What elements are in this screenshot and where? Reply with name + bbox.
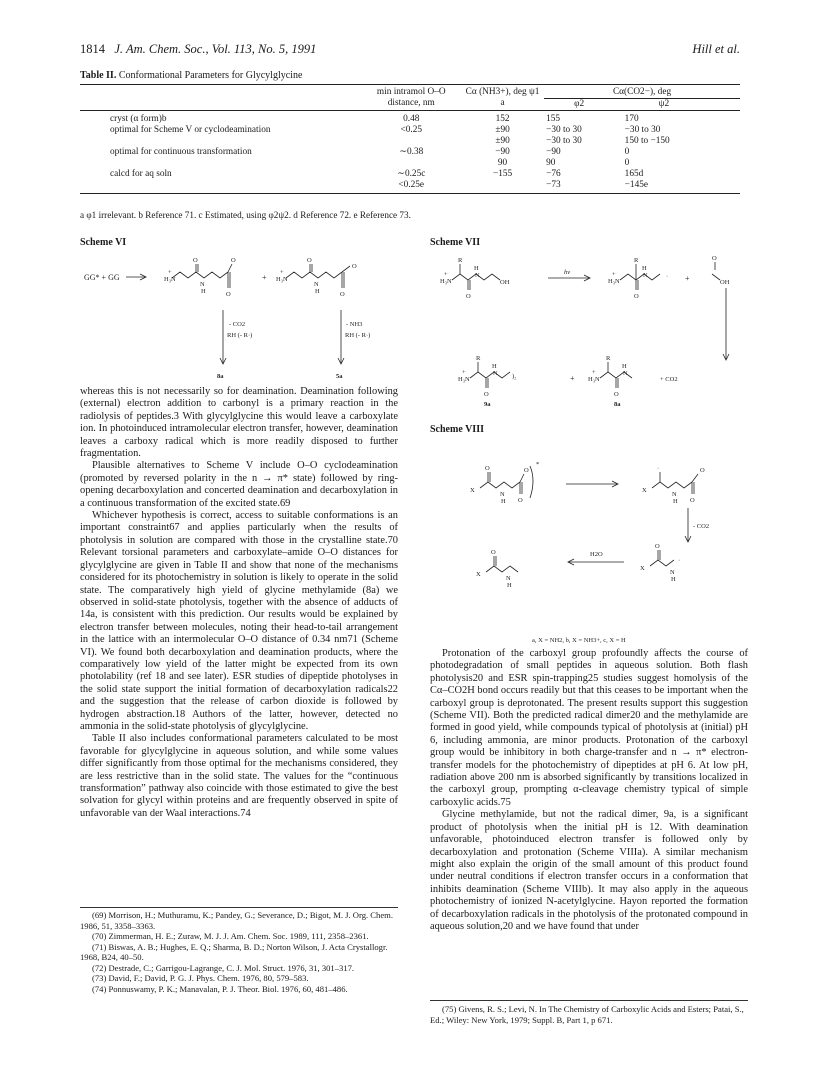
reference: (73) David, F.; David, P. G. J. Phys. Chem. 1976, 80, 579–583. bbox=[92, 973, 309, 983]
scheme-viii-legend: a, X = NH2, b, X = NH3+, c, X = H bbox=[532, 637, 626, 644]
svg-text:R: R bbox=[606, 355, 611, 362]
svg-text:H2O: H2O bbox=[590, 551, 603, 558]
authors: Hill et al. bbox=[692, 42, 740, 56]
right-column bbox=[430, 648, 748, 933]
svg-text:X: X bbox=[640, 565, 645, 572]
col-header-nh3: Cα (NH3+), deg ψ1 a bbox=[465, 87, 540, 108]
table-row: <0.25e −73 −145e bbox=[80, 180, 740, 194]
col-header-co2: Cα(CO2−), deg bbox=[544, 85, 740, 99]
reference: (71) Biswas, A. B.; Hughes, E. Q.; Sharma, B. D.; Norton Wilson, J. Acta Crystallogr. 1968, B24, 40–50. bbox=[80, 941, 388, 962]
svg-text:H: H bbox=[315, 288, 320, 295]
paragraph: Plausible alternatives to Scheme V include O–O cyclodeamination (promoted by reversed polarity in the n → π* state) followed by ring-opening decarboxylation and concerted deamination and decarboxylation in a continuous transformation of the excited state.69 bbox=[80, 460, 398, 509]
svg-text:·: · bbox=[678, 557, 681, 564]
svg-text:*: * bbox=[536, 461, 540, 468]
svg-text:O: O bbox=[352, 263, 357, 270]
svg-text:H: H bbox=[474, 265, 479, 272]
svg-text:+: + bbox=[168, 269, 172, 276]
svg-text:H₃N: H₃N bbox=[440, 278, 452, 285]
scheme-viii-figure bbox=[430, 432, 750, 647]
scheme-vii-figure bbox=[430, 248, 750, 423]
page-number: 1814 J. Am. Chem. Soc., Vol. 113, No. 5, 1991 bbox=[80, 42, 317, 56]
footnote-rule-left bbox=[80, 907, 398, 908]
footnote-rule-right bbox=[430, 1000, 748, 1001]
product-8a-vii: 8a bbox=[614, 401, 621, 408]
conformational-table bbox=[80, 84, 740, 194]
svg-text:X: X bbox=[476, 571, 481, 578]
col-header-phi2: φ2 bbox=[574, 99, 585, 109]
svg-text:+: + bbox=[262, 273, 267, 282]
svg-text:+: + bbox=[592, 369, 596, 376]
svg-text:O: O bbox=[231, 257, 236, 264]
svg-text:O: O bbox=[484, 391, 489, 398]
svg-text:O: O bbox=[655, 543, 660, 550]
svg-text:O: O bbox=[700, 467, 705, 474]
svg-text:H: H bbox=[642, 265, 647, 272]
svg-text:H: H bbox=[507, 582, 512, 589]
table-title: Conformational Parameters for Glycylglycine bbox=[118, 70, 303, 81]
reference: (70) Zimmerman, H. E.; Zuraw, M. J. J. Am. Chem. Soc. 1989, 111, 2358–2361. bbox=[92, 931, 369, 941]
svg-text:O: O bbox=[690, 497, 695, 504]
reference: (72) Destrade, C.; Garrigou-Lagrange, C. J. Mol. Struct. 1976, 31, 301–317. bbox=[92, 962, 355, 973]
svg-text:H: H bbox=[671, 576, 676, 583]
svg-text:N: N bbox=[500, 491, 505, 498]
svg-text:+: + bbox=[685, 274, 690, 283]
svg-text:H: H bbox=[492, 363, 497, 370]
paragraph: Whichever hypothesis is correct, access to suitable conformations is an important constraint67 and applies particularly when the results of photolysis in solution are compared with those in the crystalline state.70 Relevant torsional parameters and carboxylate–amide O–O distances for glycylglycine are given in Table II and show that none of the mechanisms considered for its photochemistry in solution is likely to operate in the solid state. The comparatively high yield of glycine methylamide (8a) we observed in solid-state photolysis, together with the absence of adducts of 14a, is consistent with this prediction. Our results would be explained by electron transfer between molecules, noting their head-to-tail arrangement in the lattice with an intermolecular O–O distance of 0.34 nm71 (Scheme VI). We found both decarboxylation and deamination products, where the comparatively low yield of the latter might be expected from its own photolability (ref 18 and see later). ESR studies of dipeptide photolyses in the solid state support the initial formation of decarboxylation radicals22 and the suggestion that the release of carbon dioxide is followed by hydrogen abstraction.18 Authors of the latter, however, detected no ammonia in the solid-state photolysis of glycylglycine. bbox=[80, 510, 398, 732]
svg-text:H: H bbox=[201, 288, 206, 295]
table-row: cryst (α form)b 0.48 152 155 170 bbox=[110, 114, 639, 124]
table-caption bbox=[80, 70, 302, 81]
table-row: optimal for continuous transformation ∼0.38 −90 −90 0 bbox=[110, 147, 630, 157]
svg-text:H₃N: H₃N bbox=[588, 376, 600, 383]
table-row: 90 90 0 bbox=[497, 158, 630, 168]
svg-text:OH: OH bbox=[720, 279, 730, 286]
svg-text:X: X bbox=[642, 487, 647, 494]
table-row: optimal for Scheme V or cyclodeamination <0.25 ±90 −30 to 30 −30 to 30 bbox=[110, 125, 661, 135]
svg-text:N: N bbox=[672, 491, 677, 498]
svg-text:O: O bbox=[524, 467, 529, 474]
references-right bbox=[430, 1004, 748, 1025]
svg-text:O: O bbox=[614, 391, 619, 398]
svg-text:R: R bbox=[476, 355, 481, 362]
left-column bbox=[80, 386, 398, 820]
table-row: ±90 −30 to 30 150 to −150 bbox=[495, 136, 670, 146]
svg-text:H₃N: H₃N bbox=[458, 376, 470, 383]
svg-text:O: O bbox=[712, 255, 717, 262]
svg-text:N: N bbox=[506, 575, 511, 582]
svg-text:+: + bbox=[570, 374, 575, 383]
scheme-vi-title: Scheme VI bbox=[80, 237, 127, 248]
svg-text:- CO2: - CO2 bbox=[693, 523, 710, 530]
svg-text:- CO2: - CO2 bbox=[229, 321, 246, 328]
svg-text:N: N bbox=[623, 370, 628, 377]
svg-text:O: O bbox=[634, 293, 639, 300]
svg-text:R: R bbox=[458, 257, 463, 264]
col-header-psi2: ψ2 bbox=[658, 99, 670, 109]
svg-text:hv: hv bbox=[564, 269, 571, 276]
svg-text:·: · bbox=[666, 273, 669, 280]
svg-text:O: O bbox=[226, 291, 231, 298]
svg-text:)₂: )₂ bbox=[512, 373, 517, 380]
svg-text:H: H bbox=[622, 363, 627, 370]
svg-text:H₃N: H₃N bbox=[164, 276, 176, 283]
svg-text:N: N bbox=[200, 281, 205, 288]
svg-text:O: O bbox=[491, 549, 496, 556]
svg-text:O: O bbox=[466, 293, 471, 300]
table-label: Table II. bbox=[80, 70, 117, 81]
svg-text:N: N bbox=[314, 281, 319, 288]
scheme-viii-title: Scheme VIII bbox=[430, 424, 484, 435]
svg-text:N: N bbox=[670, 569, 675, 576]
svg-text:H₃N: H₃N bbox=[276, 276, 288, 283]
scheme-vi-figure bbox=[80, 250, 410, 385]
reference: (75) Givens, R. S.; Levi, N. In The Chemistry of Carboxylic Acids and Esters; Patai, S., Ed.; Wiley: New York, 1979; Suppl. B, Part 1, p 671. bbox=[430, 1004, 744, 1025]
svg-text:O: O bbox=[307, 257, 312, 264]
journal-citation: J. Am. Chem. Soc., Vol. 113, No. 5, 1991 bbox=[114, 42, 317, 56]
svg-text:H: H bbox=[501, 498, 506, 505]
svg-text:O: O bbox=[485, 465, 490, 472]
paragraph: whereas this is not necessarily so for deamination. Deamination following (external) electron addition to carbonyl is a primary reaction in the radiolysis of peptides.3 With glycylglycine this would leave a carboxylate ion. In photoinduced intramolecular electron transfer, however, deamination leaves a carboxy radical which is more readily disposed to further fragmentation. bbox=[80, 386, 398, 460]
table-footnote: a φ1 irrelevant. b Reference 71. c Estimated, using φ2ψ2. d Reference 72. e Reference 73. bbox=[80, 210, 411, 220]
svg-text:OH: OH bbox=[500, 279, 510, 286]
reference: (74) Ponnuswamy, P. K.; Manavalan, P. J. Theor. Biol. 1976, 60, 481–486. bbox=[92, 983, 348, 994]
svg-text:+: + bbox=[462, 369, 466, 376]
svg-text:N: N bbox=[643, 272, 648, 279]
paragraph: Table II also includes conformational parameters calculated to be most favorable for glycylglycine in aqueous solution, and while some values differ significantly from those optimal for the mechanisms considered, they are less restrictive than in the solid state. The values for the “continuous transformation” pathway also coincide with those estimated to give the best solvation for glycyl within proteins and are frequently observed in spite of unfavorable van der Waal interactions.74 bbox=[80, 733, 398, 819]
svg-text:X: X bbox=[470, 487, 475, 494]
product-9a: 9a bbox=[484, 401, 491, 408]
reference: (69) Morrison, H.; Muthuramu, K.; Pandey, G.; Severance, D.; Bigot, M. J. Org. Chem. 1986, 51, 3358–3363. bbox=[80, 910, 393, 931]
svg-text:N: N bbox=[493, 370, 498, 377]
svg-text:R: R bbox=[634, 257, 639, 264]
references-left bbox=[80, 910, 398, 994]
svg-text:O: O bbox=[340, 291, 345, 298]
svg-text:RH (- R·): RH (- R·) bbox=[345, 332, 371, 339]
svg-text:+: + bbox=[612, 271, 616, 278]
svg-text:+ CO2: + CO2 bbox=[660, 376, 678, 383]
svg-text:+: + bbox=[280, 269, 284, 276]
col-header-distance: min intramol O–O distance, nm bbox=[376, 87, 446, 108]
svg-text:H₃N: H₃N bbox=[608, 278, 620, 285]
svg-text:+: + bbox=[444, 271, 448, 278]
scheme-vi-reactants: GG* + GG bbox=[84, 273, 120, 282]
svg-text:O: O bbox=[518, 497, 523, 504]
svg-text:·: · bbox=[657, 465, 660, 472]
paragraph: Glycine methylamide, but not the radical dimer, 9a, is a significant product of photolysis when the initial pH is 12. With deamination unfavorable, photoinduced electron transfer is followed only by decarboxylation and protonation (Scheme VIIIa). A similar mechanism might also explain the origin of the small amount of this product found under neutral conditions if electron transfer occurs in a conformation that inhibits deamination (Scheme VIIIb). It may also apply in the aqueous photochemistry of ionized N-acetylglycine. Hayon reported the formation of decarboxylation radicals in the photolysis of the protonated compound in aqueous solution,20 and we have found that under bbox=[430, 809, 748, 932]
svg-text:N: N bbox=[475, 272, 480, 279]
product-8a: 8a bbox=[217, 373, 224, 380]
svg-text:- NH3: - NH3 bbox=[346, 321, 363, 328]
svg-text:H: H bbox=[673, 498, 678, 505]
paragraph: Protonation of the carboxyl group profoundly affects the course of photodegradation of small peptides in aqueous solution. Both flash photolysis20 and ESR spin-trapping25 studies suggest homolysis of the Cα–CO2H bond occurs readily but that this ceases to be important when the carboxyl group is deprotonated. The present results support this suggestion (Scheme VII). Both the predicted radical dimer20 and the methylamide are formed in good yield, while compounds typical of photolysis at (initial) pH 6, including ammonia, are minor products. Protonation of the carboxyl group would be inhibitory in both charge-transfer and n → π* electron-transfer models for the photochemistry of dipeptides at pH 6. At low pH, radiation above 200 nm is absorbed significantly by transitions localized in the carboxyl group, prompting α-cleavage chemistry typical of simple carboxylic acids.75 bbox=[430, 648, 748, 808]
svg-text:O: O bbox=[193, 257, 198, 264]
scheme-vii-title: Scheme VII bbox=[430, 237, 481, 248]
table-row: calcd for aq soln ∼0.25c −155 −76 165d bbox=[110, 169, 644, 179]
svg-text:RH (- R·): RH (- R·) bbox=[227, 332, 253, 339]
product-5a: 5a bbox=[336, 373, 343, 380]
